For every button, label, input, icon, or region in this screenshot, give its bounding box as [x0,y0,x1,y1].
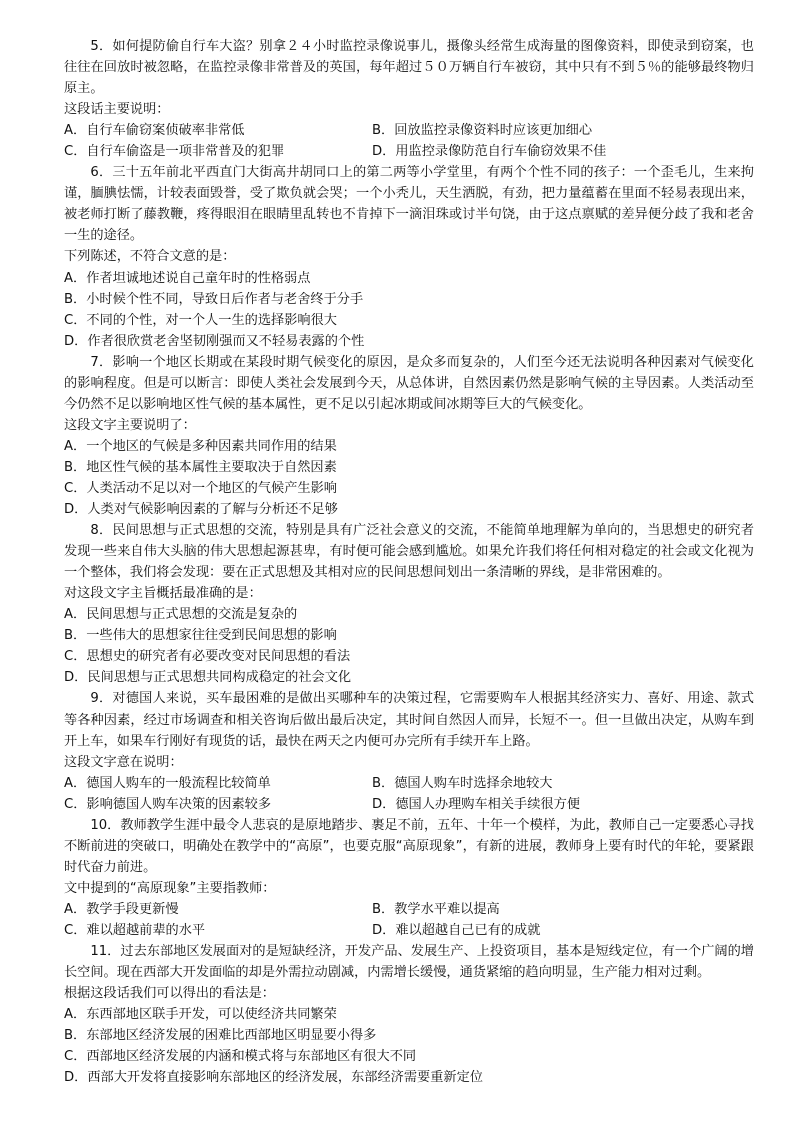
question-9-options-row-2 [64,794,754,815]
question-8-stem: 8．民间思想与正式思想的交流，特别是具有广泛社会意义的交流，不能简单地理解为单向的，当思想史的研究者发现一些来自伟大头脑的伟大思想起源甚卑，有时便可能会感到尴尬。如果允许我们将任何相对稳定的社会或文化视为一个整体，我们将会发现：要在正式思想及其相对应的民间思想间划出一条清晰的界线，是非常困难的。 [64,523,754,581]
question-8-prompt: 对这段文字主旨概括最准确的是： [64,586,262,602]
question-10-options-row-1 [64,899,754,920]
question-10-options-row-2 [64,920,754,941]
question-8-option-b[interactable]: B．一些伟大的思想家往往受到民间思想的影响 [64,628,337,644]
question-11-prompt: 根据这段话我们可以得出的看法是： [64,986,275,1002]
question-7-option-b[interactable]: B．地区性气候的基本属性主要取决于自然因素 [64,459,337,475]
question-10-option-b[interactable]: B．教学水平难以提高 [372,901,500,917]
question-8-option-d[interactable]: D．民间思想与正式思想共同构成稳定的社会文化 [64,670,352,686]
question-5-prompt: 这段话主要说明： [64,102,170,118]
question-9-option-b[interactable]: B．德国人购车时选择余地较大 [372,775,553,791]
question-5-option-c[interactable]: C．自行车偷盗是一项非常普及的犯罪 [64,144,285,160]
question-8-option-c[interactable]: C．思想史的研究者有必要改变对民间思想的看法 [64,649,351,665]
question-5-options-row-1 [64,120,754,141]
question-6-prompt: 下列陈述，不符合文意的是： [64,249,236,265]
question-10-prompt: 文中提到的“高原现象”主要指教师： [64,880,276,896]
question-9-option-d[interactable]: D．德国人办理购车相关手续很方便 [372,796,580,812]
exam-page [64,36,754,1088]
question-10-stem: 10．教师教学生涯中最令人悲哀的是原地踏步、裹足不前，五年、十年一个模样，为此，教师自己一定要悉心寻找不断前进的突破口，明确处在教学中的“高原”，也要克服“高原现象”，有新的进展，教师身上要有时代的年轮，要紧跟时代奋力前进。 [64,817,754,875]
question-10-option-a[interactable]: A．教学手段更新慢 [64,901,179,917]
question-7-prompt: 这段文字主要说明了： [64,417,196,433]
question-9-stem: 9．对德国人来说，买车最困难的是做出买哪种车的决策过程，它需要购车人根据其经济实力、喜好、用途、款式等各种因素，经过市场调查和相关咨询后做出最后决定，其时间自然因人而异，长短不一。但一旦做出决定，从购车到开上车，如果车行刚好有现货的话，最快在两天之内便可办完所有手续开车上路。 [64,691,754,749]
question-7-option-d[interactable]: D．人类对气候影响因素的了解与分析还不足够 [64,502,338,518]
question-11-stem: 11．过去东部地区发展面对的是短缺经济，开发产品、发展生产、上投资项目，基本是短线定位，有一个广阔的增长空间。现在西部大开发面临的却是外需拉动剧减，内需增长缓慢，通货紧缩的趋向明显，生产能力相对过剩。 [64,944,754,981]
question-10-option-d[interactable]: D．难以超越自己已有的成就 [372,922,541,938]
question-5-option-b[interactable]: B．回放监控录像资料时应该更加细心 [372,123,593,139]
question-9-options-row-1 [64,773,754,794]
question-6-option-d[interactable]: D．作者很欣赏老舍坚韧刚强而又不轻易表露的个性 [64,333,365,349]
question-5-option-a[interactable]: A．自行车偷窃案侦破率非常低 [64,123,245,139]
question-8-option-a[interactable]: A．民间思想与正式思想的交流是复杂的 [64,607,298,623]
question-11-option-c[interactable]: C．西部地区经济发展的内涵和模式将与东部地区有很大不同 [64,1049,417,1065]
question-10-option-c[interactable]: C．难以超越前辈的水平 [64,922,206,938]
question-11-option-a[interactable]: A．东西部地区联手开发，可以使经济共同繁荣 [64,1007,337,1023]
question-9-option-c[interactable]: C．影响德国人购车决策的因素较多 [64,796,272,812]
question-11-option-d[interactable]: D．西部大开发将直接影响东部地区的经济发展，东部经济需要重新定位 [64,1070,483,1086]
question-6-option-b[interactable]: B．小时候个性不同，导致日后作者与老舍终于分手 [64,291,364,307]
question-6-option-a[interactable]: A．作者坦诚地述说自己童年时的性格弱点 [64,270,311,286]
question-5-option-d[interactable]: D．用监控录像防范自行车偷窃效果不佳 [372,144,607,160]
question-6-stem: 6．三十五年前北平西直门大街高井胡同口上的第二两等小学堂里，有两个个性不同的孩子：一个歪毛儿，生来拘谨，腼腆怯懦，计较表面毁誉，受了欺负就会哭；一个小秃儿，天生洒脱，有劲，把力量蕴蓄在里面不轻易表现出来，被老师打断了藤教鞭，疼得眼泪在眼睛里乱转也不肯掉下一滴泪珠或讨半句饶，由于这点禀赋的差异便分歧了我和老舍一生的途径。 [64,165,754,244]
question-7-option-c[interactable]: C．人类活动不足以对一个地区的气候产生影响 [64,480,337,496]
question-9-prompt: 这段文字意在说明： [64,754,183,770]
question-7-stem: 7．影响一个地区长期或在某段时期气候变化的原因，是众多而复杂的，人们至今还无法说明各种因素对气候变化的影响程度。但是可以断言：即使人类社会发展到今天，从总体讲，自然因素仍然是影响气候的主导因素。人类活动至今仍然不足以影响地区性气候的基本属性，更不足以引起冰期或间冰期等巨大的气候变化。 [64,354,754,412]
question-5-options-row-2 [64,141,754,162]
question-5-stem: 5．如何提防偷自行车大盗？别拿２４小时监控录像说事儿，摄像头经常生成海量的图像资料，即使录到窃案，也往往在回放时被忽略，在监控录像非常普及的英国，每年超过５０万辆自行车被窃，其中只有不到５％的能够最终物归原主。 [64,39,754,97]
question-6-option-c[interactable]: C．不同的个性，对一个人一生的选择影响很大 [64,312,337,328]
question-7-option-a[interactable]: A．一个地区的气候是多种因素共同作用的结果 [64,438,337,454]
question-11-option-b[interactable]: B．东部地区经济发展的困难比西部地区明显要小得多 [64,1028,377,1044]
question-9-option-a[interactable]: A．德国人购车的一般流程比较简单 [64,775,271,791]
